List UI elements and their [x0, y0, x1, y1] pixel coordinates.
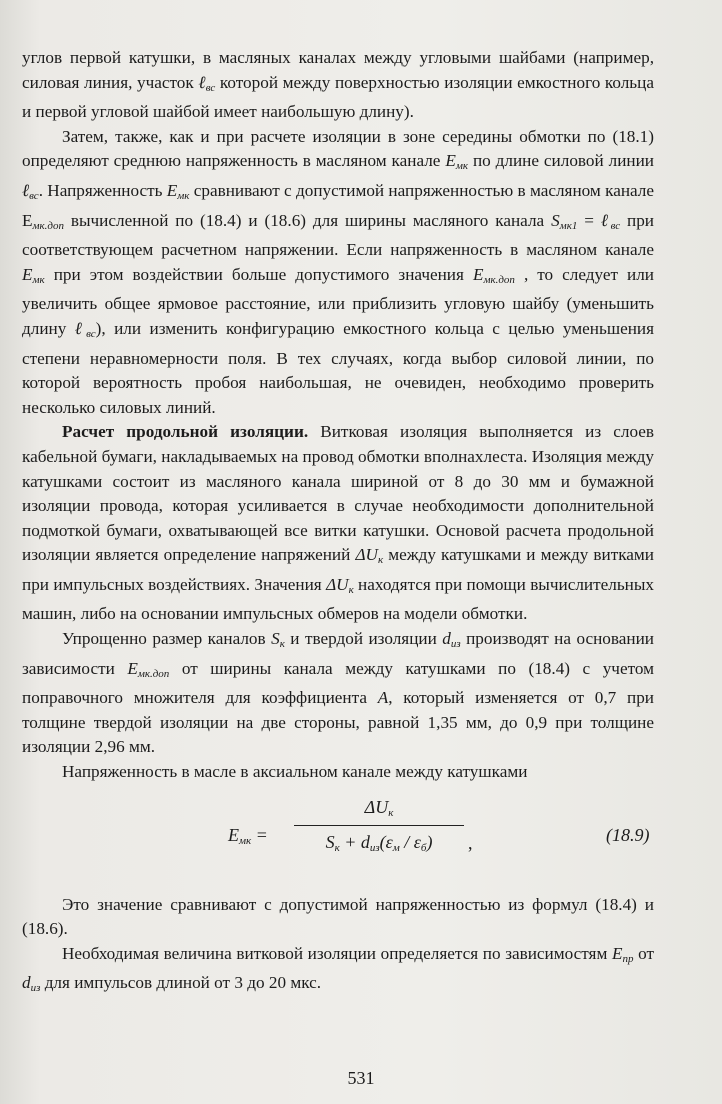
- paragraph-5: Напряженность в масле в аксиальном канале между катушками: [62, 762, 528, 782]
- formula-lhs: $E_{мк}$ =: [228, 824, 268, 847]
- formula-18-9: $E_{мк}$ = $\Delta U_к$ $S_к + d_{из}(\varepsilon_м / \varepsilon_б)$ , (18.9): [22, 791, 654, 887]
- fraction-bar: [294, 825, 464, 826]
- paragraph-6: Это значение сравнивают с допустимой напряженностью из формул (18.4) и (18.6).: [22, 894, 654, 939]
- paragraph-4: Упрощенно размер каналов $S_к$ и твердой изоляции $d_{из}$ производят на основании зависимости $E_{мк.доп}$ от ширины канала между катушками по (18.4) с учетом поправочного множителя для коэффициента A, который изменяется от 0,7 при толщине твердой изоляции на две стороны, равной 1,35 мм, до 0,9 при толщине изоляции 2,96 мм.: [22, 629, 655, 757]
- paragraph-2: Затем, также, как и при расчете изоляции в зоне середины обмотки по (18.1) определяют среднюю напряженность в масляном канале $E_{мк}$ по длине силовой линии ℓ$_{вс}$. Напряженность $E_{мк}$ сравнивают с допустимой напряженностью в масляном канале $E_{мк.доп}$ вычисленной по (18.4) и (18.6) для ширины масляного канала $S_{мк1}$ = ℓ$_{вс}$ при соответствующем расчетном напряжении. Если напряженность в масляном канале $E_{мк}$ при этом воздействии больше допустимого значения $E_{мк.доп}$ , то следует или увеличить общее ярмовое расстояние, или приблизить угловую шайбу (уменьшить длину ℓ$_{вс}$), или изменить конфигурацию емкостного кольца с целью уменьшения степени неравномерности поля. В тех случаях, когда выбор силовой линии, по которой вероятность пробоя наибольшая, не очевиден, необходимо проверить несколько силовых линий.: [22, 126, 655, 417]
- equation-number: (18.9): [606, 824, 650, 845]
- body-text: [22, 46, 654, 1001]
- formula-denominator: $S_к + d_{из}(\varepsilon_м / \varepsilon_б)$: [325, 831, 433, 854]
- formula-fraction: [294, 795, 464, 861]
- formula-numerator: $\Delta U_к$: [364, 796, 394, 819]
- paragraph-7: Необходимая величина витковой изоляции определяется по зависимостям $E_{пр}$ от $d_{из}$ для импульсов длиной от 3 до 20 мкс.: [22, 943, 654, 995]
- paragraph-3: Расчет продольной изоляции. Витковая изоляция выполняется из слоев кабельной бумаги, накладываемых на провод обмотки вполнахлеста. Изоляция между катушками состоит из масляного канала шириной от 8 до 30 мм и бумажной изоляции провода, которая усиливается в случае необходимости дополнительной подмоткой бумаги, охватывающей все витки катушки. Основой расчета продольной изоляции является определение напряжений $\Delta U_к$ между катушками и между витками при импульсных воздействиях. Значения $\Delta U_к$ находятся при помощи вычислительных машин, либо на основании импульсных обмеров на модели обмотки.: [22, 422, 655, 624]
- paragraph-1: углов первой катушки, в масляных каналах между угловыми шайбами (например, силовая линия, участок ℓ$_{вс}$ которой между поверхностью изоляции емкостного кольца и первой угловой шайбой имеет наибольшую длину).: [22, 48, 654, 122]
- section-heading: Расчет продольной изоляции.: [62, 422, 309, 442]
- page-number: 531: [347, 1068, 375, 1088]
